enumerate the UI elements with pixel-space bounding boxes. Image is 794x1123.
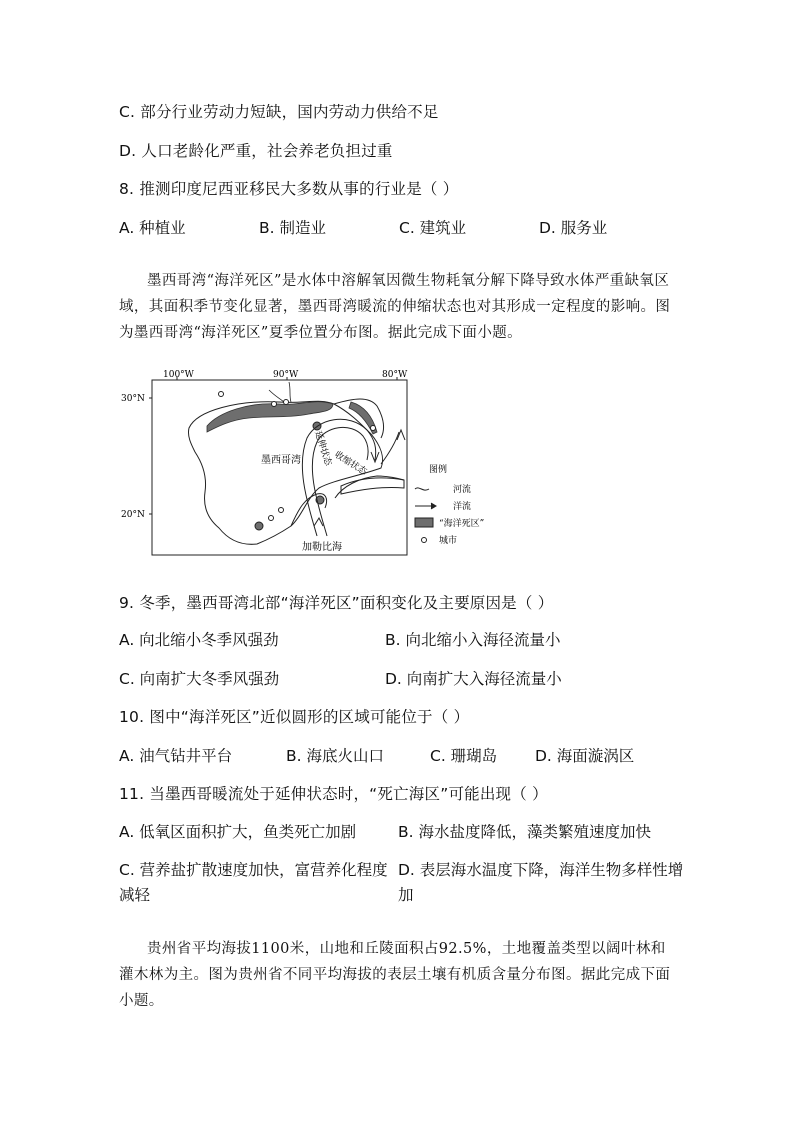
q11-option-b: B. 海水盐度降低，藻类繁殖速度加快 — [398, 823, 651, 841]
lon-label-100w: 100°W — [163, 370, 194, 380]
city-1 — [219, 392, 224, 397]
q11-stem: 11. 当墨西哥暖流处于延伸状态时，“死亡海区”可能出现（ ） — [119, 785, 548, 803]
city-3 — [284, 400, 289, 405]
q8-option-b: B. 制造业 — [259, 219, 326, 237]
legend-dead-zone-label: “海洋死区” — [439, 519, 485, 529]
dead-zone-circle-3 — [255, 522, 263, 530]
q11-option-a: A. 低氧区面积扩大，鱼类死亡加剧 — [119, 823, 357, 841]
q11-option-c: C. 营养盐扩散速度加快，富营养化程度减轻 — [119, 861, 388, 904]
gulf-of-mexico-dead-zone-map — [119, 368, 549, 558]
q8-option-a: A. 种植业 — [119, 219, 186, 237]
legend-dead-zone-symbol — [415, 518, 433, 527]
lon-label-80w: 80°W — [382, 370, 408, 380]
passage-gulf-dead-zone: 墨西哥湾“海洋死区”是水体中溶解氧因微生物耗氧分解下降导致水体严重缺氧区域，其面积季节变化显著，墨西哥湾暖流的伸缩状态也对其形成一定程度的影响。图为墨西哥湾“海洋死区”夏季位置分布图。据此完成下面小题。 — [119, 273, 671, 341]
legend-title: 图例 — [429, 465, 448, 475]
legend-river-symbol — [415, 488, 429, 490]
q8-option-d: D. 服务业 — [539, 219, 608, 237]
q9-option-b: B. 向北缩小入海径流量小 — [385, 631, 561, 649]
passage-guizhou: 贵州省平均海拔1100米，山地和丘陵面积占92.5%，土地覆盖类型以阔叶林和灌木林为主。图为贵州省不同平均海拔的表层土壤有机质含量分布图。据此完成下面小题。 — [119, 941, 671, 1009]
q10-stem: 10. 图中“海洋死区”近似圆形的区域可能位于（ ） — [119, 708, 470, 726]
gulf-label: 墨西哥湾 — [261, 455, 301, 466]
q10-option-d: D. 海面漩涡区 — [535, 747, 635, 765]
q8-option-c: C. 建筑业 — [399, 219, 467, 237]
legend-current-label: 洋流 — [453, 502, 472, 512]
city-6 — [279, 508, 284, 513]
q10-option-c: C. 珊瑚岛 — [430, 747, 498, 765]
lat-label-30n: 30°N — [121, 394, 145, 404]
q8-stem: 8. 推测印度尼西亚移民大多数从事的行业是（ ） — [119, 180, 459, 198]
q7-option-c: C. 部分行业劳动力短缺，国内劳动力供给不足 — [119, 103, 439, 121]
q9-option-c: C. 向南扩大冬季风强劲 — [119, 670, 280, 688]
q11-option-d: D. 表层海水温度下降，海洋生物多样性增加 — [398, 861, 684, 904]
q10-option-b: B. 海底火山口 — [286, 747, 384, 765]
city-2 — [272, 402, 277, 407]
caribbean-label: 加勒比海 — [302, 542, 342, 553]
q9-option-a: A. 向北缩小冬季风强劲 — [119, 631, 279, 649]
current-extended-label: 延伸状态 — [312, 429, 333, 468]
legend-city-symbol — [422, 538, 427, 543]
legend-city-label: 城市 — [439, 536, 458, 546]
current-retracted-label: 收缩状态 — [332, 450, 369, 478]
q7-option-d: D. 人口老龄化严重，社会养老负担过重 — [119, 142, 393, 160]
lat-label-20n: 20°N — [121, 510, 145, 520]
lon-label-90w: 90°W — [273, 370, 299, 380]
q9-stem: 9. 冬季，墨西哥湾北部“海洋死区”面积变化及主要原因是（ ） — [119, 594, 554, 612]
q9-option-d: D. 向南扩大入海径流量小 — [385, 670, 562, 688]
q10-option-a: A. 油气钻井平台 — [119, 747, 233, 765]
city-5 — [269, 516, 274, 521]
legend-river-label: 河流 — [453, 485, 472, 495]
city-4 — [371, 426, 376, 431]
